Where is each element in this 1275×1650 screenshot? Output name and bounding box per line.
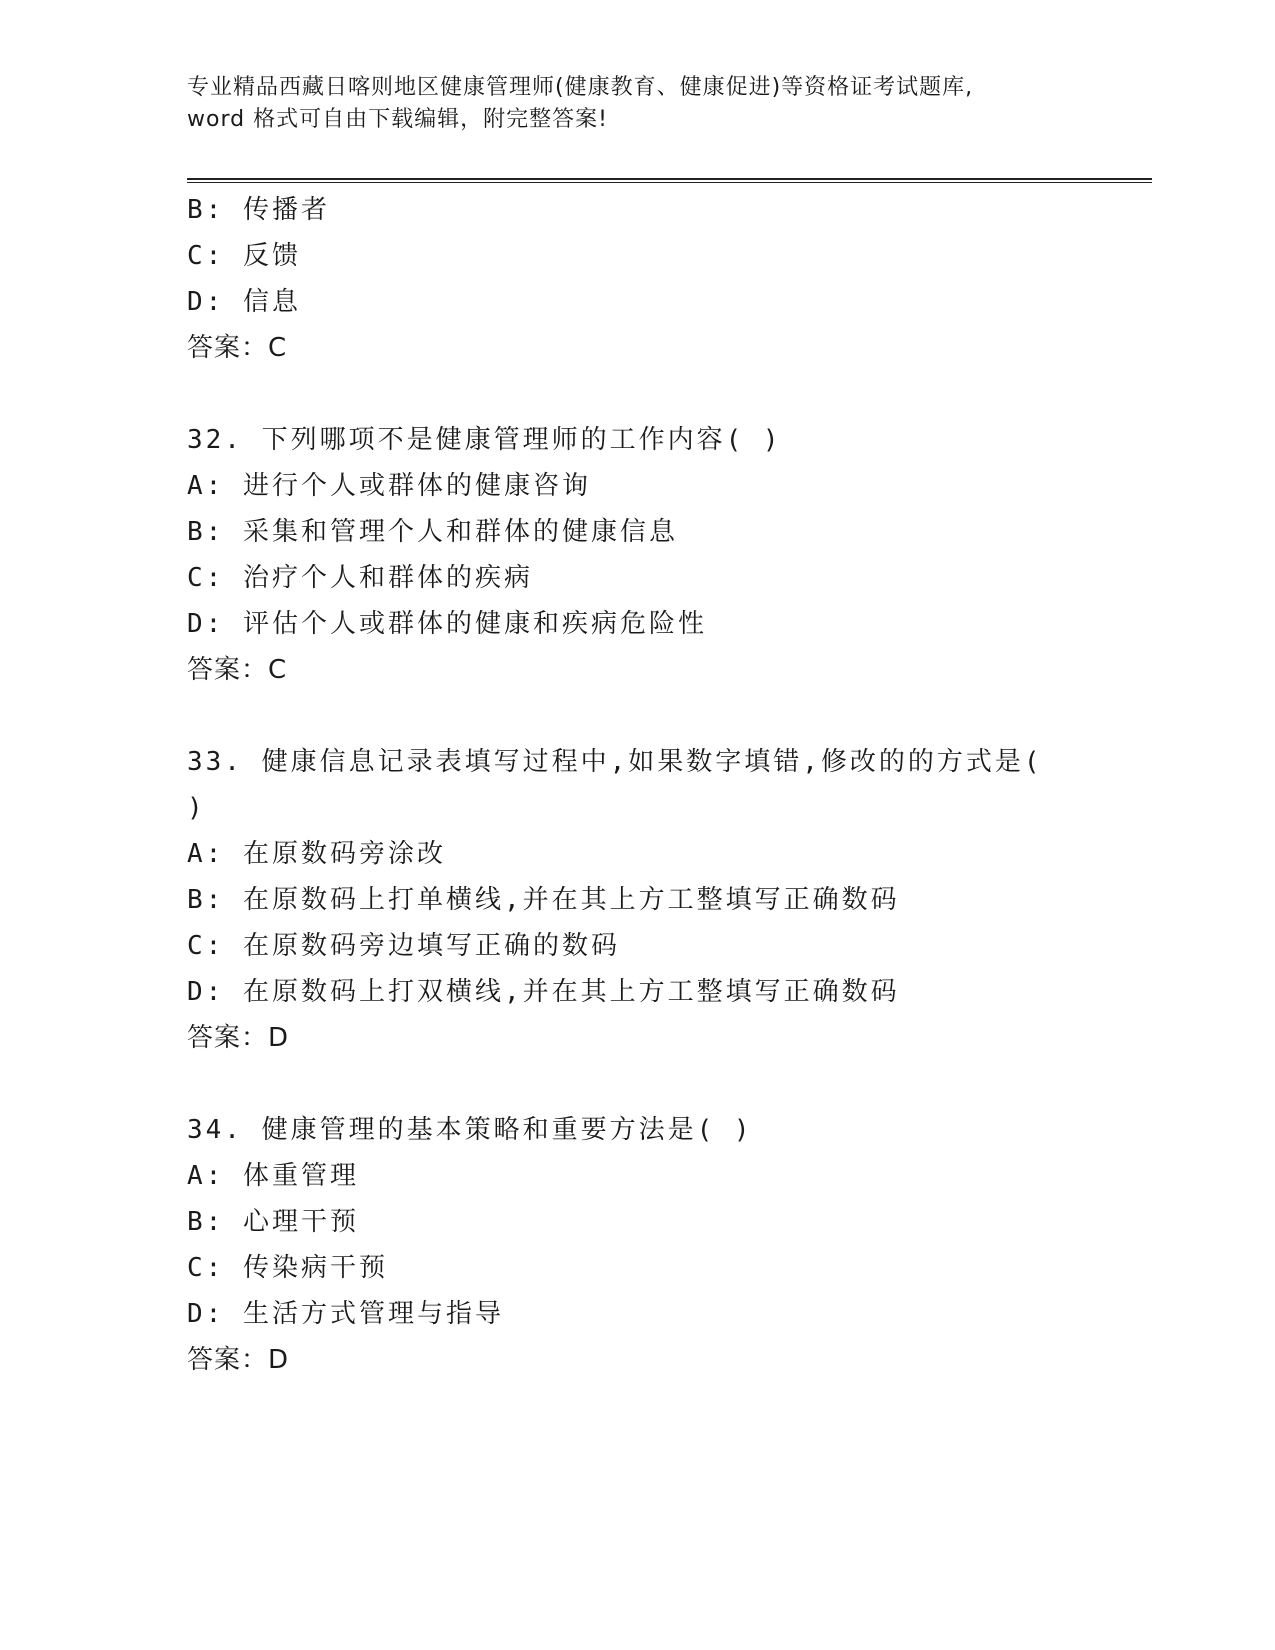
question-32 bbox=[187, 417, 1147, 693]
answer: 答案：D bbox=[187, 1345, 290, 1375]
question-text: 33. 健康信息记录表填写过程中,如果数字填错,修改的的方式是( bbox=[187, 747, 1043, 777]
option-c: C: 传染病干预 bbox=[187, 1253, 388, 1283]
question-33 bbox=[187, 739, 1147, 1061]
answer: 答案：D bbox=[187, 1023, 290, 1053]
answer: 答案：C bbox=[187, 655, 288, 685]
document-header bbox=[187, 72, 1087, 136]
option-d: D: 评估个人或群体的健康和疾病危险性 bbox=[187, 609, 707, 639]
option-a: A: 在原数码旁涂改 bbox=[187, 839, 446, 869]
option-d: D: 在原数码上打双横线,并在其上方工整填写正确数码 bbox=[187, 977, 900, 1007]
answer: 答案：C bbox=[187, 333, 288, 363]
option-b: B: 传播者 bbox=[187, 195, 330, 225]
header-divider bbox=[187, 178, 1152, 183]
option-b: B: 心理干预 bbox=[187, 1207, 359, 1237]
option-a: A: 体重管理 bbox=[187, 1161, 359, 1191]
header-line-1: 专业精品西藏日喀则地区健康管理师(健康教育、健康促进)等资格证考试题库, bbox=[187, 75, 974, 100]
option-c: C: 治疗个人和群体的疾病 bbox=[187, 563, 533, 593]
option-d: D: 生活方式管理与指导 bbox=[187, 1299, 504, 1329]
option-b: B: 在原数码上打单横线,并在其上方工整填写正确数码 bbox=[187, 885, 900, 915]
question-34 bbox=[187, 1107, 1147, 1383]
option-b: B: 采集和管理个人和群体的健康信息 bbox=[187, 517, 678, 547]
spacer bbox=[187, 693, 1147, 739]
question-text: 34. 健康管理的基本策略和重要方法是( ) bbox=[187, 1115, 753, 1145]
question-list bbox=[187, 187, 1147, 1383]
header-line-2: word 格式可自由下载编辑，附完整答案! bbox=[187, 107, 608, 132]
question-31-tail bbox=[187, 187, 1147, 371]
spacer bbox=[187, 371, 1147, 417]
option-d: D: 信息 bbox=[187, 287, 301, 317]
option-a: A: 进行个人或群体的健康咨询 bbox=[187, 471, 591, 501]
question-text-continued: ) bbox=[187, 793, 206, 823]
option-c: C: 在原数码旁边填写正确的数码 bbox=[187, 931, 620, 961]
option-c: C: 反馈 bbox=[187, 241, 301, 271]
spacer bbox=[187, 1061, 1147, 1107]
question-text: 32. 下列哪项不是健康管理师的工作内容( ) bbox=[187, 425, 782, 455]
